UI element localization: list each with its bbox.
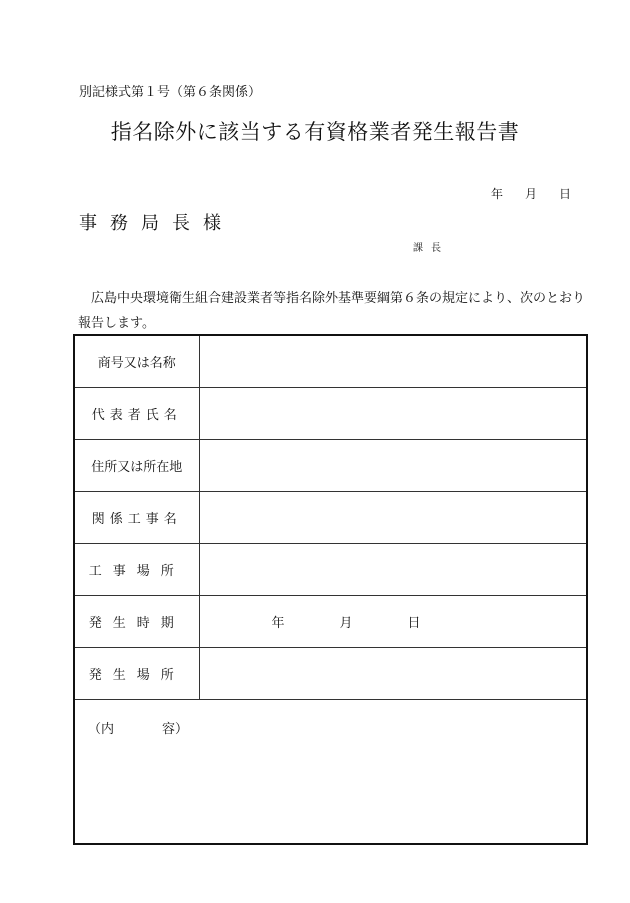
label-occurrence-time: 発生時期 [74,595,199,647]
report-table [73,334,588,845]
label-company-name: 商号又は名称 [74,335,199,387]
field-representative[interactable] [199,387,587,439]
table-row-content [74,699,587,844]
content-label-close: 容） [162,721,189,737]
table-row [74,491,587,543]
table-row [74,335,587,387]
field-related-work[interactable] [199,491,587,543]
field-occurrence-time[interactable] [199,595,587,647]
submission-date [491,185,571,202]
occurrence-year-label: 年 [271,615,285,631]
occurrence-day-label: 日 [407,615,421,631]
label-related-work: 関係工事名 [74,491,199,543]
form-number: 別記様式第１号（第６条関係） [79,85,262,100]
label-representative: 代表者氏名 [74,387,199,439]
table-row [74,439,587,491]
field-work-location[interactable] [199,543,587,595]
occurrence-month-label: 月 [339,615,353,631]
field-occurrence-location[interactable] [199,647,587,699]
content-label-open: （内 [88,721,115,737]
date-month-label: 月 [525,187,538,201]
field-address[interactable] [199,439,587,491]
occurrence-date [200,612,587,631]
date-day-label: 日 [559,187,572,201]
field-content[interactable] [74,699,587,844]
label-work-location: 工事場所 [74,543,199,595]
document-title: 指名除外に該当する有資格業者発生報告書 [110,120,520,144]
table-row [74,543,587,595]
field-company-name[interactable] [199,335,587,387]
section-chief: 課長 [413,243,449,254]
addressee: 事務局長様 [79,213,234,234]
content-label [88,718,586,737]
label-address: 住所又は所在地 [74,439,199,491]
body-text: 広島中央環境衛生組合建設業者等指名除外基準要綱第６条の規定により、次のとおり報告します。 [78,291,586,331]
table-row [74,647,587,699]
date-year-label: 年 [491,187,504,201]
table-row [74,595,587,647]
table-row [74,387,587,439]
label-occurrence-location: 発生場所 [74,647,199,699]
